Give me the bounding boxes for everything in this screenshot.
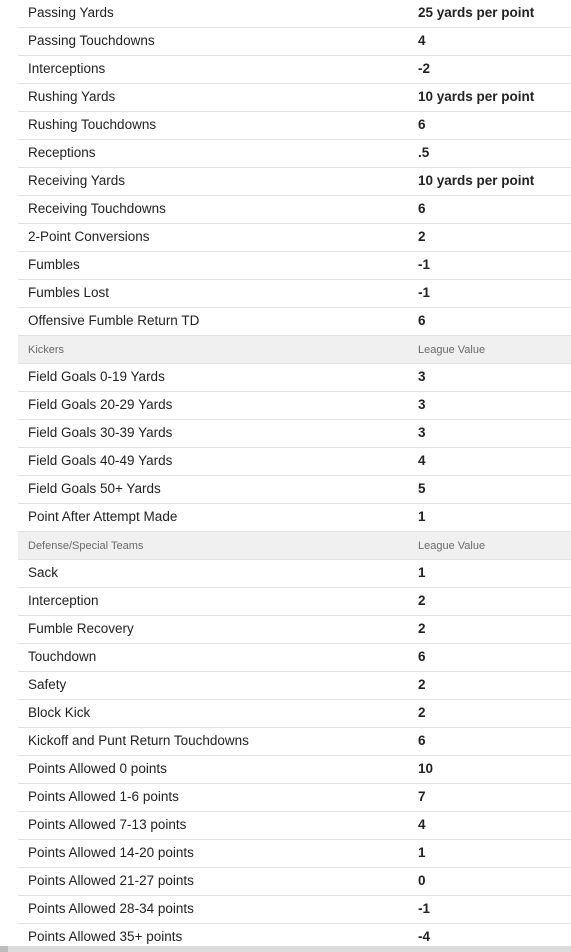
stat-value: 5 xyxy=(418,481,426,496)
table-row xyxy=(18,868,571,896)
stat-value: -1 xyxy=(418,257,431,272)
table-row xyxy=(18,196,571,224)
stat-name: Passing Touchdowns xyxy=(28,33,155,48)
stat-name: Receptions xyxy=(28,145,96,160)
stat-value: 6 xyxy=(418,733,426,748)
stat-value: 10 yards per point xyxy=(418,89,535,104)
stat-value: 0 xyxy=(418,873,426,888)
stat-value: 25 yards per point xyxy=(418,5,535,20)
stat-name: Touchdown xyxy=(28,649,97,664)
stat-name: Interception xyxy=(28,593,99,608)
stat-value: 1 xyxy=(418,845,426,860)
table-row xyxy=(18,784,571,812)
stat-name: Fumbles Lost xyxy=(28,285,110,300)
stat-value: 6 xyxy=(418,117,426,132)
stat-value: -2 xyxy=(418,61,431,76)
stat-name: Safety xyxy=(28,677,67,692)
stat-value: -4 xyxy=(418,929,431,944)
table-row xyxy=(18,756,571,784)
table-row xyxy=(18,812,571,840)
stat-name: Points Allowed 0 points xyxy=(28,761,167,776)
section-header-row xyxy=(18,336,571,364)
table-row xyxy=(18,896,571,924)
stat-name: Points Allowed 35+ points xyxy=(28,929,183,944)
stat-name: Field Goals 30-39 Yards xyxy=(28,425,173,440)
stat-value: 6 xyxy=(418,649,426,664)
stat-name: Kickoff and Punt Return Touchdowns xyxy=(28,733,249,748)
stat-value: -1 xyxy=(418,901,431,916)
stat-value: 10 yards per point xyxy=(418,173,535,188)
stat-value: 2 xyxy=(418,677,426,692)
table-row xyxy=(18,504,571,532)
stat-value: 1 xyxy=(418,509,426,524)
stat-name: Points Allowed 14-20 points xyxy=(28,845,194,860)
table-row xyxy=(18,280,571,308)
stat-name: Field Goals 20-29 Yards xyxy=(28,397,173,412)
stat-name: Interceptions xyxy=(28,61,106,76)
scoring-settings-table xyxy=(18,0,571,952)
stat-value: 2 xyxy=(418,621,426,636)
stat-name: Block Kick xyxy=(28,705,91,720)
stat-name: Fumbles xyxy=(28,257,80,272)
table-row xyxy=(18,308,571,336)
stat-value: 3 xyxy=(418,425,426,440)
stat-value: 2 xyxy=(418,593,426,608)
table-row xyxy=(18,140,571,168)
stat-name: Fumble Recovery xyxy=(28,621,134,636)
table-row xyxy=(18,224,571,252)
stat-name: Sack xyxy=(28,565,59,580)
table-row xyxy=(18,728,571,756)
stat-value: 2 xyxy=(418,229,426,244)
table-row xyxy=(18,0,571,28)
stat-value: 3 xyxy=(418,397,426,412)
stat-name: Offensive Fumble Return TD xyxy=(28,313,200,328)
stat-value: 4 xyxy=(418,817,426,832)
stat-name: Points Allowed 28-34 points xyxy=(28,901,194,916)
table-row xyxy=(18,168,571,196)
value-column-header: League Value xyxy=(418,344,486,356)
stat-name: Points Allowed 1-6 points xyxy=(28,789,179,804)
table-row xyxy=(18,56,571,84)
stat-name: Points Allowed 21-27 points xyxy=(28,873,194,888)
table-row xyxy=(18,588,571,616)
table-row xyxy=(18,392,571,420)
stat-name: Passing Yards xyxy=(28,5,114,20)
stat-value: 7 xyxy=(418,789,426,804)
table-row xyxy=(18,252,571,280)
stat-value: .5 xyxy=(418,145,430,160)
table-row xyxy=(18,644,571,672)
stat-name: Rushing Yards xyxy=(28,89,116,104)
table-row xyxy=(18,476,571,504)
table-row xyxy=(18,84,571,112)
stat-name: Field Goals 0-19 Yards xyxy=(28,369,165,384)
stat-value: -1 xyxy=(418,285,431,300)
stat-value: 6 xyxy=(418,201,426,216)
horizontal-scrollbar[interactable] xyxy=(0,946,571,952)
table-row xyxy=(18,616,571,644)
stat-name: Point After Attempt Made xyxy=(28,509,178,524)
table-row xyxy=(18,840,571,868)
stat-value: 10 xyxy=(418,761,434,776)
stat-name: 2-Point Conversions xyxy=(28,229,150,244)
table-row xyxy=(18,448,571,476)
stat-value: 2 xyxy=(418,705,426,720)
table-row xyxy=(18,112,571,140)
table-row xyxy=(18,364,571,392)
table-row xyxy=(18,28,571,56)
stat-name: Field Goals 50+ Yards xyxy=(28,481,161,496)
section-title: Defense/Special Teams xyxy=(28,540,144,552)
stat-value: 6 xyxy=(418,313,426,328)
stat-name: Receiving Touchdowns xyxy=(28,201,166,216)
table-row xyxy=(18,700,571,728)
section-title: Kickers xyxy=(28,344,65,356)
scrollbar-thumb[interactable] xyxy=(0,946,8,952)
table-row xyxy=(18,420,571,448)
stat-name: Field Goals 40-49 Yards xyxy=(28,453,173,468)
stat-value: 4 xyxy=(418,33,426,48)
table-row xyxy=(18,672,571,700)
stat-value: 3 xyxy=(418,369,426,384)
table-row xyxy=(18,560,571,588)
stat-name: Rushing Touchdowns xyxy=(28,117,157,132)
stat-value: 4 xyxy=(418,453,426,468)
stat-name: Points Allowed 7-13 points xyxy=(28,817,187,832)
stat-name: Receiving Yards xyxy=(28,173,126,188)
section-header-row xyxy=(18,532,571,560)
stat-value: 1 xyxy=(418,565,426,580)
value-column-header: League Value xyxy=(418,540,486,552)
